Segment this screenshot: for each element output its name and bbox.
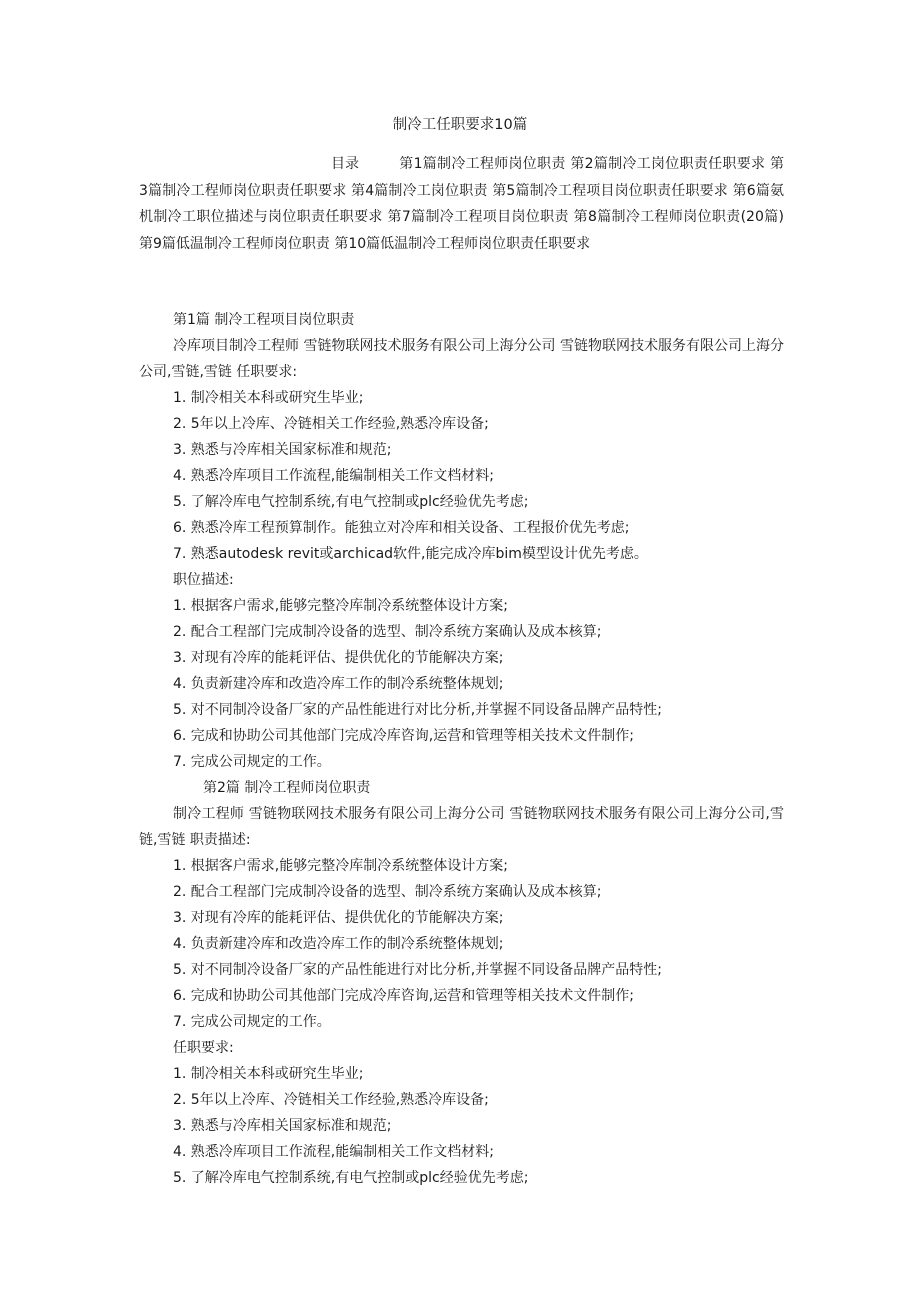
list-item: 1. 制冷相关本科或研究生毕业; (173, 390, 364, 406)
list-item: 6. 完成和协助公司其他部门完成冷库咨询,运营和管理等相关技术文件制作; (173, 988, 634, 1004)
list-item: 3. 对现有冷库的能耗评估、提供优化的节能解决方案; (173, 650, 504, 666)
list-item: 2. 5年以上冷库、冷链相关工作经验,熟悉冷库设备; (173, 1092, 489, 1108)
list-item: 2. 配合工程部门完成制冷设备的选型、制冷系统方案确认及成本核算; (173, 624, 602, 640)
list-item: 7. 熟悉autodesk revit或archicad软件,能完成冷库bim模型设计优先考虑。 (173, 546, 648, 562)
document-body (139, 307, 784, 1191)
list-item: 3. 对现有冷库的能耗评估、提供优化的节能解决方案; (173, 910, 504, 926)
list-item: 6. 熟悉冷库工程预算制作。能独立对冷库和相关设备、工程报价优先考虑; (173, 520, 630, 536)
list-item: 4. 熟悉冷库项目工作流程,能编制相关工作文档材料; (173, 1144, 494, 1160)
section-2-requirements (139, 1061, 784, 1191)
list-item: 3. 熟悉与冷库相关国家标准和规范; (173, 442, 392, 458)
section-2-description (139, 853, 784, 1035)
section-1-requirements (139, 385, 784, 567)
list-item: 4. 负责新建冷库和改造冷库工作的制冷系统整体规划; (173, 936, 504, 952)
list-item: 3. 熟悉与冷库相关国家标准和规范; (173, 1118, 392, 1134)
list-item: 5. 了解冷库电气控制系统,有电气控制或plc经验优先考虑; (173, 494, 529, 510)
section-1-heading: 第1篇 制冷工程项目岗位职责 (173, 312, 355, 328)
list-item: 5. 对不同制冷设备厂家的产品性能进行对比分析,并掌握不同设备品牌产品特性; (173, 702, 662, 718)
list-item: 5. 对不同制冷设备厂家的产品性能进行对比分析,并掌握不同设备品牌产品特性; (173, 962, 662, 978)
list-item: 7. 完成公司规定的工作。 (173, 1014, 331, 1030)
section-1-intro: 冷库项目制冷工程师 雪链物联网技术服务有限公司上海分公司 雪链物联网技术服务有限公司上海分公司,雪链,雪链 任职要求: (139, 338, 784, 380)
list-item: 5. 了解冷库电气控制系统,有电气控制或plc经验优先考虑; (173, 1170, 529, 1186)
section-2-intro: 制冷工程师 雪链物联网技术服务有限公司上海分公司 雪链物联网技术服务有限公司上海分公司,雪链,雪链 职责描述: (139, 806, 784, 848)
section-1-description (139, 593, 784, 775)
list-item: 1. 根据客户需求,能够完整冷库制冷系统整体设计方案; (173, 598, 508, 614)
list-item: 4. 熟悉冷库项目工作流程,能编制相关工作文档材料; (173, 468, 494, 484)
section-1-desc-label: 职位描述: (173, 572, 234, 588)
list-item: 1. 制冷相关本科或研究生毕业; (173, 1066, 364, 1082)
list-item: 2. 配合工程部门完成制冷设备的选型、制冷系统方案确认及成本核算; (173, 884, 602, 900)
list-item: 4. 负责新建冷库和改造冷库工作的制冷系统整体规划; (173, 676, 504, 692)
list-item: 1. 根据客户需求,能够完整冷库制冷系统整体设计方案; (173, 858, 508, 874)
list-item: 7. 完成公司规定的工作。 (173, 754, 331, 770)
document-title: 制冷工任职要求10篇 (392, 117, 528, 133)
table-of-contents (139, 151, 784, 257)
toc-label: 目录 (331, 156, 359, 172)
section-2-heading: 第2篇 制冷工程师岗位职责 (203, 780, 371, 796)
toc-text: 第1篇制冷工程师岗位职责 第2篇制冷工岗位职责任职要求 第3篇制冷工程师岗位职责任职要求 第4篇制冷工岗位职责 第5篇制冷工程项目岗位职责任职要求 第6篇氨机制冷工职位描述与岗位职责任职要求 第7篇制冷工程项目岗位职责 第8篇制冷工程师岗位职责(20篇) 第9篇低温制冷工程师岗位职责 第10篇低温制冷工程师岗位职责任职要求 (139, 156, 784, 252)
section-2-req-label: 任职要求: (173, 1040, 234, 1056)
list-item: 6. 完成和协助公司其他部门完成冷库咨询,运营和管理等相关技术文件制作; (173, 728, 634, 744)
list-item: 2. 5年以上冷库、冷链相关工作经验,熟悉冷库设备; (173, 416, 489, 432)
